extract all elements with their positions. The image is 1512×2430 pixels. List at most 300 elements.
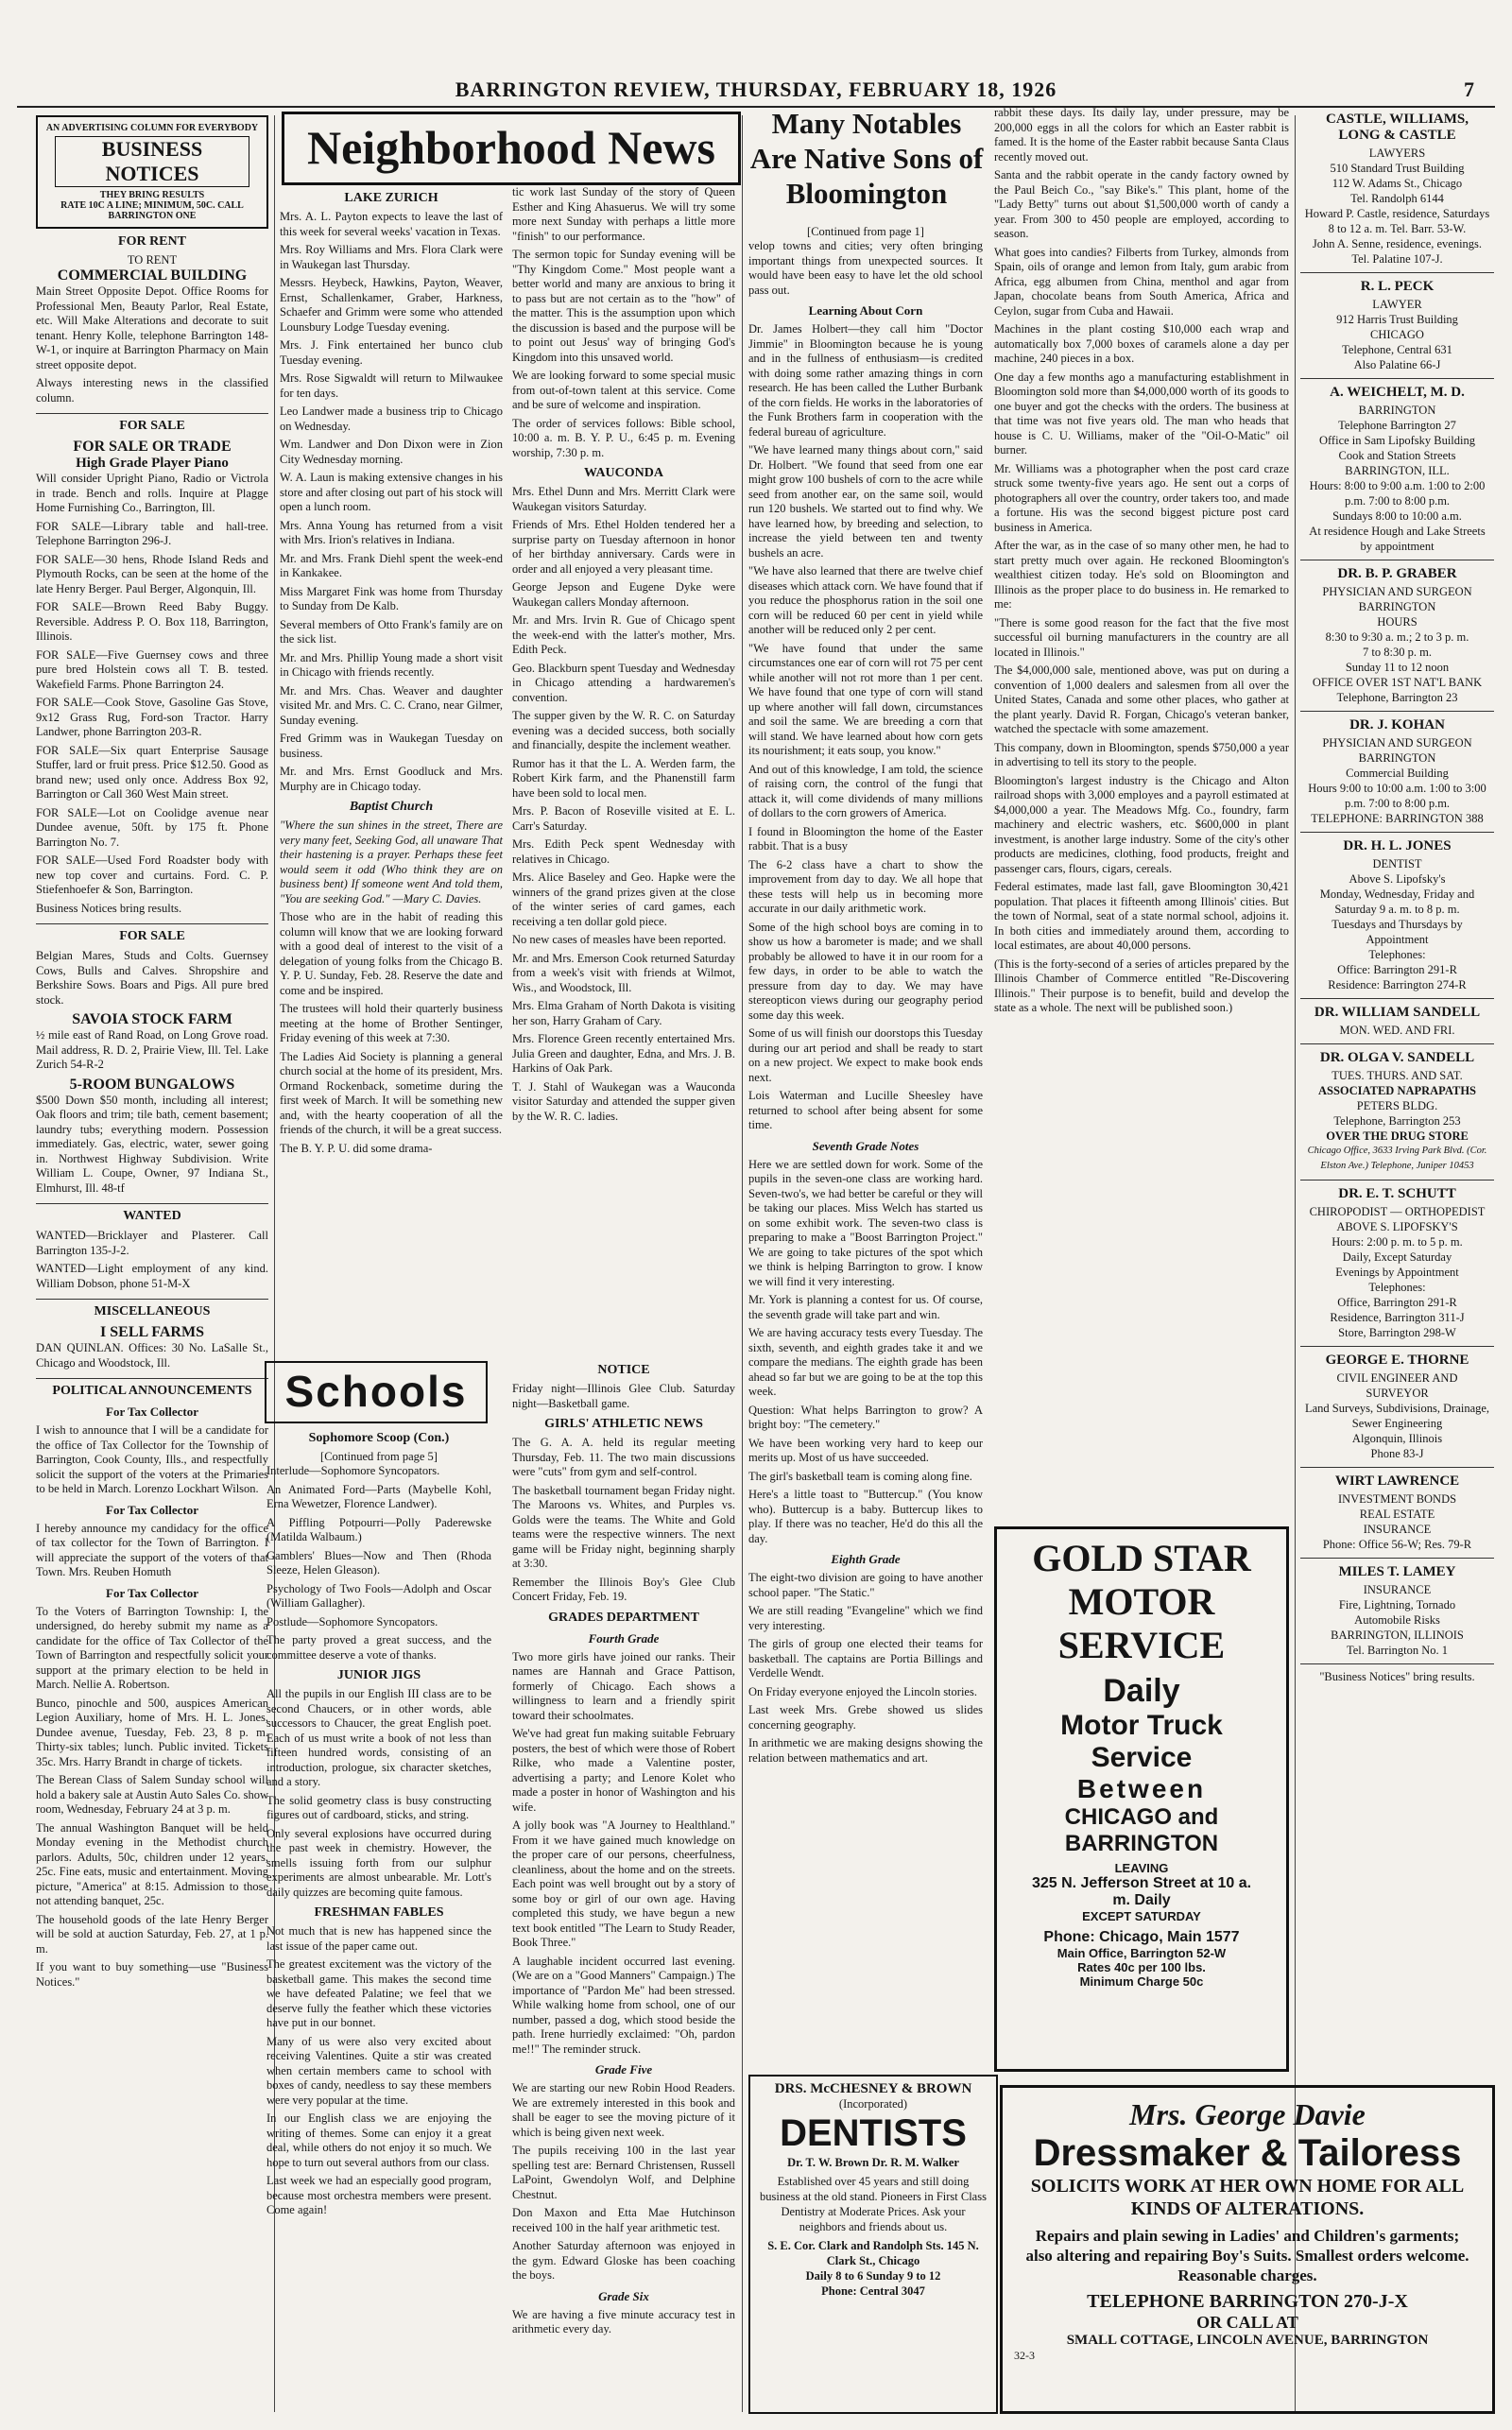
news-item: Rumor has it that the L. A. Werden farm, the Robert Kirk farm, and the Phanenstill farm have been sold to local men. <box>512 756 735 800</box>
news-item: We are looking forward to some special music from out-of-town talent at this service. Come and be sure of welcome and inspiration. <box>512 369 735 411</box>
directory-line: Daily, Except Saturday <box>1342 1250 1452 1264</box>
directory-footer: "Business Notices" bring results. <box>1300 1663 1494 1690</box>
classified-ad: FOR SALE—Brown Reed Baby Buggy. Reversible. Address P. O. Box 118, Barrington, Illinois. <box>36 600 268 643</box>
news-item: Lois Waterman and Lucille Sheesley have returned to school after being absent for some time. <box>748 1089 983 1131</box>
dressmaker-phone: TELEPHONE BARRINGTON 270-J-X <box>1087 2291 1408 2312</box>
gold-star-mts: Motor Truck Service <box>1060 1710 1223 1773</box>
directory-card <box>1300 1467 1494 1558</box>
box-line: THEY BRING RESULTS <box>99 190 205 200</box>
gold-star-minimum: Minimum Charge 50c <box>1079 1974 1204 1989</box>
news-item: Mrs. Florence Green recently entertained Mrs. Julia Green and daughter, Edna, and Mrs. J. B. Harkins of Oak Park. <box>512 1032 735 1075</box>
gold-star-daily: Daily <box>1103 1673 1180 1709</box>
directory-line: Telephones: <box>1368 948 1426 961</box>
gold-star-except: EXCEPT SATURDAY <box>1082 1909 1201 1923</box>
continued-note: [Continued from page 1] <box>807 225 924 238</box>
directory-line: REAL ESTATE <box>1359 1508 1435 1521</box>
schools-masthead <box>265 1361 488 1423</box>
news-item: Mrs. Anna Young has returned from a visit with Mrs. Irion's relatives in Indiana. <box>280 518 503 546</box>
directory-line: Monday, Wednesday, Friday and Saturday 9 a. m. to 8 p. m. <box>1319 888 1475 916</box>
article-paragraph: Santa and the rabbit operate in the candy factory owned by the Paul Beich Co., "say Bike's." This plant, home of the "Lady Betty" turns out about $1,500,000 worth of candy a year. From 300 to 450 people are employed, according to season. <box>994 168 1289 240</box>
neighborhood-masthead <box>282 112 741 185</box>
news-item: The supper given by the W. R. C. on Saturday evening was a decided success, both socially and financially, despite the inclement weather. <box>512 709 735 751</box>
directory-line: 112 W. Adams St., Chicago <box>1332 177 1463 190</box>
directory-line: Tel. Randolph 6144 <box>1350 192 1444 205</box>
news-item: Mrs. A. L. Payton expects to leave the last of this week for several weeks' vacation in Texas. <box>280 210 503 238</box>
dentists-inc: (Incorporated) <box>838 2097 908 2111</box>
dressmaker-solicits: SOLICITS WORK AT HER OWN HOME FOR ALL KINDS OF ALTERATIONS. <box>1030 2176 1465 2219</box>
neighborhood-title: Neighborhood News <box>307 121 715 174</box>
directory-line: LAWYER <box>1372 298 1422 311</box>
directory-card <box>1300 106 1494 272</box>
classified-ad: FOR SALE—Cook Stove, Gasoline Gas Stove, 9x12 Grass Rug, Ford-son Tractor. Harry Landwer, phone Barrington 203-R. <box>36 696 268 738</box>
directory-line: Evenings by Appointment <box>1335 1266 1459 1279</box>
article-paragraph: I found in Bloomington the home of the Easter rabbit. That is a busy <box>748 824 983 853</box>
for-rent-heading: FOR RENT <box>118 234 186 249</box>
masthead <box>0 78 1512 110</box>
baptist-heading: Baptist Church <box>349 800 434 814</box>
news-item: A Piffling Potpourri—Polly Paderewske (Matilda Walbaum.) <box>266 1515 491 1543</box>
article-paragraph: "We have learned many things about corn," said Dr. Holbert. "We found that seed from one ear might grow 100 bushels of corn to the acre while seed from another ear, on the same soil, would run 120 bushels. We started out to find why. We have learned how, by breeding and selection, to increase the yield between ten and twenty bushels an acre. <box>748 443 983 560</box>
directory-line: Office in Sam Lipofsky Building <box>1318 434 1476 447</box>
news-item: The girls of group one elected their teams for basketball. The captains are Portia Billings and Verdelle Wendt. <box>748 1637 983 1680</box>
classified-ad: FOR SALE—30 hens, Rhode Island Reds and Plymouth Rocks, can be seen at the home of the late Henry Berger. Paul Berger, Algonquin, Ill. <box>36 552 268 595</box>
news-item: Here we are settled down for work. Some of the pupils in the seven-one class are working hard. Seven-two's, we had better be careful or they will be taking our places. Miss Welch has started us on some exhibit work. The seven-two class is preparing to make a "Boost Barrington Project." We are going to take pictures of the spot which we think is helping Barrington to grow. I know we will find it very interesting. <box>748 1157 983 1288</box>
article-paragraph: "There is some good reason for the fact that the five most successful oil burning manufacturers in the country are all located in Illinois." <box>994 615 1289 659</box>
dressmaker-code: 32-3 <box>1014 2349 1035 2362</box>
news-item: Many of us were also very excited about receiving Valentines. Quite a stir was created when certain members came to school with boxes of candy, needless to say these members were very popular at the time. <box>266 2034 491 2107</box>
directory-card <box>1300 832 1494 998</box>
news-item: Friday night—Illinois Glee Club. Saturday night—Basketball game. <box>512 1382 735 1410</box>
directory-card <box>1300 560 1494 711</box>
directory-card <box>1300 1558 1494 1663</box>
scoop-heading: Sophomore Scoop (Con.) <box>308 1431 450 1445</box>
notables-column-b <box>994 106 1289 1514</box>
savoia-heading: SAVOIA STOCK FARM <box>72 1011 232 1027</box>
directory-line: TUES. THURS. AND SAT. <box>1332 1069 1463 1082</box>
news-item: The G. A. A. held its regular meeting Thursday, Feb. 11. The two main discussions were "cuts" from gym and self-control. <box>512 1436 735 1478</box>
news-item: Psychology of Two Fools—Adolph and Oscar (William Gallagher). <box>266 1581 491 1610</box>
directory-line: INVESTMENT BONDS <box>1337 1492 1457 1506</box>
dentists-address: S. E. Cor. Clark and Randolph Sts. 145 N. Clark St., Chicago <box>767 2239 979 2267</box>
column-rule <box>742 115 743 2412</box>
tax-heading: For Tax Collector <box>106 1585 198 1600</box>
directory-line: Algonquin, Illinois <box>1351 1432 1443 1445</box>
ad-text: Will consider Upright Piano, Radio or Victrola in trade. Bench and rolls. Inquire at Plagge Home Furnishing Co., Barrington, Ill. <box>36 472 268 514</box>
directory-line: Tel. Barrington No. 1 <box>1346 1644 1449 1657</box>
directory-line: Tuesdays and Thursdays by Appointment <box>1332 918 1463 946</box>
news-item: Mrs. Roy Williams and Mrs. Flora Clark were in Waukegan last Thursday. <box>280 243 503 271</box>
directory-line: PETERS BLDG. <box>1356 1099 1438 1112</box>
directory-name: DR. WILLIAM SANDELL <box>1314 1005 1481 1020</box>
news-item: Two more girls have joined our ranks. Their names are Hannah and Grace Pattison, formerly of Chicago. Each shows a willingness to learn and a friendly spirit toward their schoolmates. <box>512 1649 735 1722</box>
directory-line: Commercial Building <box>1346 767 1449 780</box>
news-item: Friends of Mrs. Ethel Holden tendered her a surprise party on Tuesday afternoon in honor of her birthday anniversary. Cards were in order and all enjoyed a very pleasant time. <box>512 518 735 576</box>
wauconda-heading: WAUCONDA <box>584 466 663 480</box>
notables-title: Many Notables Are Native Sons of Bloomington <box>749 107 984 210</box>
directory-line: 510 Standard Trust Building <box>1330 162 1465 175</box>
news-item: An Animated Ford—Parts (Maybelle Kohl, Erna Wewetzer, Florence Landwer). <box>266 1482 491 1510</box>
news-item: Interlude—Sophomore Syncopators. <box>266 1464 440 1477</box>
schools-title: Schools <box>284 1367 468 1416</box>
news-item: The Ladies Aid Society is planning a general church social at the home of its president, Mrs. Ormand Rockenback, sometime during the first week of March. It will be something new and, with the hearty cooperation of all the friends of the church, it will be a great success. <box>280 1049 503 1136</box>
classified-ad: FOR SALE—Five Guernsey cows and three pure bred Holstein cows all T. B. tested. Wakefield Farms. Phone Barrington 24. <box>36 647 268 691</box>
news-item: On Friday everyone enjoyed the Lincoln stories. <box>748 1684 977 1698</box>
page-number: 7 <box>1464 78 1474 101</box>
directory-column <box>1300 106 1494 2072</box>
news-item: Fred Grimm was in Waukegan Tuesday on business. <box>280 732 503 760</box>
article-paragraph: One day a few months ago a manufacturing establishment in Bloomington sold more than $4,000,000 worth of its goods to one buyer and got the checks with the orders. The business at that time was not five years old. The man who heads that house is C. U. Williams, maker of the "Oil-O-Matic" oil burner. <box>994 370 1289 457</box>
notice-item: Bunco, pinochle and 500, auspices American Legion Auxiliary, home of Mrs. H. L. Jones, Dundee avenue, Tuesday, Feb. 23, 8 p. m. Thirty-six tables; lunch. Public invited. Tickets 35c. Mrs. Harry Brandt in charge of tickets. <box>36 1696 268 1768</box>
article-paragraph: And out of this knowledge, I am told, the science of raising corn, the control of the fungi that attack it, will come dividends of many millions of dollars to the corn growers of America. <box>748 762 983 819</box>
news-item: Last week Mrs. Grebe showed us slides concerning geography. <box>748 1703 983 1732</box>
news-item: We are having a five minute accuracy test in arithmetic every day. <box>512 2307 735 2335</box>
news-item: Mr. York is planning a contest for us. Of course, the seventh grade will take part and win. <box>748 1293 983 1321</box>
directory-line: Telephone, Barrington 253 <box>1333 1114 1461 1128</box>
directory-line: Phone: Office 56-W; Res. 79-R <box>1322 1538 1472 1551</box>
article-paragraph: Dr. James Holbert—they call him "Doctor Jimmie" in Bloomington because he is young and in the fullness of enthusiasm—is credited with doing some rather amazing things in corn research. He has been called the Luther Burbank of the corn fields. He works in the laboratories of the Funk Brothers farm in cooperation with the federal bureau of agriculture. <box>748 322 983 439</box>
news-item: All the pupils in our English III class are to be second Chaucers, or in other words, able successors to Chaucer, the great English poet. Each of us must write a book of not less than fifteen hundred words, consisting of an introduction, prologue, six character sketches, and a story. <box>266 1687 491 1788</box>
news-item: No new cases of measles have been reported. <box>512 933 727 946</box>
dressmaker-ad <box>1000 2085 1495 2414</box>
gold-star-address: 325 N. Jefferson Street at 10 a. m. Daily <box>1031 1875 1252 1908</box>
gold-star-office: Main Office, Barrington 52-W <box>1057 1946 1227 1960</box>
directory-line: INSURANCE <box>1363 1583 1432 1596</box>
news-item: Question: What helps Barrington to grow? A bright boy: "The cemetery." <box>748 1403 983 1431</box>
classified-ad: FOR SALE—Six quart Enterprise Sausage Stuffer, lard or fruit press. Price $12.50. Good as brand new; used only once. Address Box 92, Barrington or Call 360 West Main street. <box>36 743 268 801</box>
directory-line: Sunday 11 to 12 noon <box>1345 661 1450 674</box>
news-item: The basketball tournament began Friday night. The Maroons vs. Whites, and Purples vs. Golds were the teams. The White and Gold teams were the respective winners. The next game will be Friday night, beginning sharply at 3:30. <box>512 1483 735 1570</box>
schools-column-a <box>266 1425 491 2408</box>
directory-line: Residence: Barrington 274-R <box>1328 978 1467 991</box>
directory-line: 912 Harris Trust Building <box>1336 313 1458 326</box>
directory-line: Telephone, Central 631 <box>1342 343 1452 356</box>
directory-card <box>1300 1043 1494 1180</box>
directory-card <box>1300 272 1494 378</box>
directory-line: OFFICE OVER 1ST NAT'L BANK <box>1312 676 1483 689</box>
box-title: BUSINESS NOTICES <box>55 136 249 187</box>
classified-ad: WANTED—Bricklayer and Plasterer. Call Barrington 135-J-2. <box>36 1229 268 1257</box>
tax-heading: For Tax Collector <box>106 1405 198 1419</box>
news-item: Postlude—Sophomore Syncopators. <box>266 1614 438 1629</box>
directory-name: CASTLE, WILLIAMS, LONG & CASTLE <box>1325 112 1469 143</box>
directory-line: MON. WED. AND FRI. <box>1339 1024 1455 1037</box>
directory-line: 7 to 8:30 p. m. <box>1363 646 1432 659</box>
neighborhood-column-b <box>512 185 735 1348</box>
farms-heading: I SELL FARMS <box>100 1324 204 1340</box>
classified-ad: FOR SALE—Library table and hall-tree. Telephone Barrington 296-J. <box>36 519 268 547</box>
directory-line: Phone 83-J <box>1370 1447 1424 1460</box>
news-item: T. J. Stahl of Waukegan was a Wauconda visitor Saturday and attended the supper given by the W. R. C. ladies. <box>512 1079 735 1123</box>
ad-text: To the Voters of Barrington Township: I, the undersigned, do hereby submit my name as a candidate for the office of Tax Collector of the Town of Barrington and respectfully solicit your support at the primary election to be held in March. Nellie A. Robertson. <box>36 1604 268 1691</box>
directory-line: Office, Barrington 291-R <box>1337 1296 1457 1309</box>
directory-name: R. L. PECK <box>1360 279 1435 294</box>
directory-line: Hours: 2:00 p. m. to 5 p. m. <box>1332 1235 1463 1249</box>
lake-zurich-heading: LAKE ZURICH <box>344 191 438 205</box>
notice-heading: NOTICE <box>597 1363 650 1377</box>
directory-line: Cook and Station Streets <box>1338 449 1456 462</box>
freshman-heading: FRESHMAN FABLES <box>314 1905 444 1920</box>
notables-column-a <box>748 225 983 1765</box>
article-paragraph: "We have also learned that there are twelve chief diseases which attack corn. We have found that if you reduce the phosphorus ration in the soil one corn will be reduced 60 per cent in yield while another will be reduced only 2 per cent. <box>748 564 983 636</box>
news-item: The eight-two division are going to have another school paper. "The Static." <box>748 1571 983 1599</box>
directory-line: Howard P. Castle, residence, Saturdays 8 to 12 a. m. Tel. Barr. 53-W. <box>1304 207 1490 235</box>
notables-masthead <box>748 106 985 217</box>
dentists-text: Established over 45 years and still doing business at the old stand. Pioneers in First Class Dentistry at Moderate Prices. Ask your neighbors and friends about us. <box>760 2175 987 2233</box>
news-item: We are starting our new Robin Hood Readers. We are extremely interested in this book and shall be eager to see the moving picture of it which is being given next week. <box>512 2081 735 2139</box>
ad-text: Main Street Opposite Depot. Office Rooms for Professional Men, Beauty Parlor, Real Estate, etc. Will Make Alterations and decorate to suit tenant. Henry Kolle, telephone Barrington 148-W-1, or inquire at Barrington Pharmacy on Main street opposite depot. <box>36 284 268 371</box>
directory-line: ABOVE S. LIPOFSKY'S <box>1336 1220 1458 1233</box>
poem: "Where the sun shines in the street, There are very many feet, Seeking God, all unaware That their hastening is a prayer. Perhaps these feet would seem it odd (Who think they are on business bent) If someone went And told them, "You are seeking God." —Mary C. Davies. <box>280 819 503 905</box>
directory-name: DR. E. T. SCHUTT <box>1338 1186 1456 1201</box>
to-rent-heading: TO RENT <box>127 253 178 267</box>
news-item: Wm. Landwer and Don Dixon were in Zion City Wednesday morning. <box>280 438 503 466</box>
directory-name: DR. OLGA V. SANDELL <box>1319 1050 1475 1065</box>
masthead-title: BARRINGTON REVIEW, THURSDAY, FEBRUARY 18, 1926 <box>455 78 1057 101</box>
news-item: Some of the high school boys are coming in to show us how a barometer is made; and we shall probably be allowed to have it in our room for a few days, in order to be able to watch the pressure from day to day. We may have stereopticon views during our geography period some day this week. <box>748 920 983 1022</box>
classified-ad: FOR SALE—Lot on Coolidge avenue near Dundee avenue, 50ft. by 175 ft. Phone Barrington No. 7. <box>36 805 268 849</box>
directory-line: Hours 9:00 to 10:00 a.m. 1:00 to 3:00 p.m. 7:00 to 8:00 p.m. <box>1308 782 1486 810</box>
directory-line: OVER THE DRUG STORE <box>1326 1129 1469 1143</box>
fourth-grade-heading: Fourth Grade <box>588 1630 660 1646</box>
news-item: The party proved a great success, and the committee deserve a vote of thanks. <box>266 1633 491 1662</box>
for-sale-trade-heading: FOR SALE OR TRADE <box>73 439 232 455</box>
article-paragraph: Mr. Williams was a photographer when the post card craze struck some twenty-five years ago. He sent out a corps of photographers all over the country, order takers too, and made a fortune. His was the second biggest picture post card business in America. <box>994 461 1289 534</box>
news-item: Mrs. Elma Graham of North Dakota is visiting her son, Harry Graham of Cary. <box>512 999 735 1027</box>
directory-line: Office: Barrington 291-R <box>1337 963 1457 976</box>
notice-item: The annual Washington Banquet will be held Monday evening in the Methodist church parlors. Adults, 50c, children under 12 years, 25c. Fine eats, music and entertainment. Moving picture, "America" at 8:15. Admission to those not attending banquet, 25c. <box>36 1820 268 1907</box>
classified-column <box>36 115 268 2421</box>
article-paragraph: What goes into candies? Filberts from Turkey, almonds from Spain, oils of orange and lemon from Italy, gum arabic from Africa, egg albumen from China, menthol and agar from Japan, chocolate beans from South America, Africa and Ceylon, sugar from Cuba and Hawaii. <box>994 245 1289 318</box>
for-sale-heading: FOR SALE <box>36 923 268 944</box>
schools-column-b <box>512 1357 735 2408</box>
dressmaker-address: SMALL COTTAGE, LINCOLN AVENUE, BARRINGTON <box>1066 2333 1429 2348</box>
news-item: W. A. Laun is making extensive changes in his store and after closing out part of his stock will open a lunch room. <box>280 471 503 513</box>
news-item: George Jepson and Eugene Dyke were Waukegan callers Monday afternoon. <box>512 580 735 609</box>
news-item: In arithmetic we are making designs showing the relation between mathematics and art. <box>748 1736 983 1765</box>
directory-name: DR. J. KOHAN <box>1349 717 1445 732</box>
directory-line: CHIROPODIST — ORTHOPEDIST <box>1309 1205 1486 1218</box>
directory-line: TELEPHONE: BARRINGTON 388 <box>1311 812 1484 825</box>
article-paragraph: Federal estimates, made last fall, gave Bloomington 30,421 population. That places it fifteenth among Illinois' cities. But the town of Normal, seat of a state normal school, adjoins it. In both cities and immediately around them, according to local estimates, are about 40,000 persons. <box>994 880 1289 952</box>
gold-star-chicago: CHICAGO and <box>1064 1804 1219 1830</box>
article-paragraph: Machines in the plant costing $10,000 each wrap and automatically box 7,000 boxes of caramels alone a day per machine, 240 pieces in a box. <box>994 322 1289 365</box>
directory-card <box>1300 998 1494 1043</box>
news-item: We've had great fun making suitable February posters, the best of which were those of Robert Rilke, who made a Valentine poster, advertising a party; and Lenore Kolet who made a poster in honor of Washington and his wife. <box>512 1727 735 1814</box>
for-sale-heading: FOR SALE <box>36 413 268 434</box>
ad-text: DAN QUINLAN. Offices: 30 No. LaSalle St., Chicago and Woodstock, Ill. <box>36 1341 268 1370</box>
political-heading: POLITICAL ANNOUNCEMENTS <box>36 1378 268 1399</box>
ad-text: I wish to announce that I will be a candidate for the office of Tax Collector for the Township of Barrington, Cook County, Ills., and respectfully solicit the support of the voters at the Primaries to be held in March. Lorenzo Lockhart Wilson. <box>36 1423 268 1495</box>
article-paragraph: After the war, as in the case of so many other men, he had to start pretty much over again. He reckoned Bloomington's wealthiest citizen today. He's sold on Bloomington and Illinois as the proper place to do business in. He remarked to me: <box>994 539 1289 611</box>
directory-line: HOURS <box>1377 615 1418 629</box>
column-rule <box>1295 115 1296 2412</box>
article-paragraph: rabbit these days. Its daily lay, under pressure, may be 200,000 eggs in all the colors for which an Easter rabbit is famed. It is the home of the Easter rabbit because Santa Claus recently moved out. <box>994 106 1289 164</box>
directory-card <box>1300 378 1494 560</box>
notice-item: The Berean Class of Salem Sunday school will hold a bakery sale at Austin Auto Sales Co. show room, Wednesday, February 24 at 3 p. m. <box>36 1773 268 1816</box>
article-paragraph: This company, down in Bloomington, spends $750,000 a year in advertising to tell its story to the people. <box>994 740 1289 768</box>
box-line: AN ADVERTISING COLUMN FOR EVERYBODY <box>45 123 259 133</box>
dentists-hours: Daily 8 to 6 Sunday 9 to 12 <box>805 2269 941 2283</box>
grades-heading: GRADES DEPARTMENT <box>548 1610 699 1625</box>
directory-line: Telephones: <box>1368 1281 1426 1294</box>
news-item: Mr. and Mrs. Ernst Goodluck and Mrs. Murphy are in Chicago today. <box>280 765 503 793</box>
directory-line: CHICAGO <box>1370 328 1424 341</box>
directory-line: Automobile Risks <box>1354 1613 1440 1627</box>
news-item: Only several explosions have occurred during the past week in chemistry. However, the smells issuing forth from our sulphur experiments are almost unbearable. Mr. Lott's daily quizzes are becoming quite famous. <box>266 1826 491 1899</box>
news-item: The order of services follows: Bible school, 10:00 a. m. B. Y. P. U., 6:45 p. m. Evening worship, 7:30 p. m. <box>512 416 735 459</box>
junior-heading: JUNIOR JIGS <box>336 1668 421 1682</box>
directory-line: Fire, Lightning, Tornado <box>1338 1598 1456 1611</box>
wanted-heading: WANTED <box>36 1203 268 1224</box>
misc-heading: MISCELLANEOUS <box>36 1299 268 1319</box>
directory-line: John A. Senne, residence, evenings. Tel. Palatine 107-J. <box>1312 237 1483 266</box>
directory-line: Chicago Office, 3633 Irving Park Blvd. (Cor. Elston Ave.) Telephone, Juniper 10453 <box>1307 1146 1487 1171</box>
tax-heading: For Tax Collector <box>106 1502 198 1517</box>
news-item: The B. Y. P. U. did some drama- <box>280 1141 433 1155</box>
ad-text: I hereby announce my candidacy for the office of tax collector for the Town of Barrington. I will appreciate the support of the voters of that Town. Mrs. Reuben Homuth <box>36 1521 268 1578</box>
directory-line: Also Palatine 66-J <box>1353 358 1441 371</box>
gold-star-name: GOLD STAR <box>1032 1537 1251 1579</box>
gold-star-barrington: BARRINGTON <box>1064 1831 1219 1856</box>
news-item: In our English class we are enjoying the writing of themes. Some can enjoy it a great deal, while others do not enjoy it so much. We hope to turn out several authors from our class. <box>266 2111 491 2169</box>
news-item: The solid geometry class is busy constructing figures out of cardboard, sticks, and string. <box>266 1793 491 1821</box>
dressmaker-name: Mrs. George Davie <box>1129 2097 1366 2131</box>
article-paragraph: Bloomington's largest industry is the Chicago and Alton railroad shops with 3,000 employes and a payroll estimated at $4,000,000 a year. The Meadows Mfg. Co., foundry, farm machinery and electric washers, etc. $600,000 in plant investment, is another large industry. Some of the city's other products are medicines, clothing, food products, freight and passenger cars, flours, cigars, cereals. <box>994 773 1289 875</box>
news-item: Don Maxon and Etta Mae Hutchinson received 100 in the half year arithmetic test. <box>512 2206 735 2234</box>
news-item: Mr. and Mrs. Emerson Cook returned Saturday from a week's visit with friends at Wilmot, Wis., and Woodstock, Ill. <box>512 951 735 994</box>
news-item: Mrs. Alice Baseley and Geo. Hapke were the winners of the grand prizes given at the close of the winter series of card games, each receiving a ten dollar gold piece. <box>512 870 735 928</box>
directory-line: Telephone, Barrington 23 <box>1336 691 1458 704</box>
news-item: Some of us will finish our doorstops this Tuesday during our art period and shall be ready to start on a new project. We expect to make book ends next. <box>748 1026 983 1084</box>
directory-line: PHYSICIAN AND SURGEON <box>1322 736 1472 750</box>
news-item: Mr. and Mrs. Chas. Weaver and daughter visited Mr. and Mrs. C. C. Crano, near Gilmer, Sunday evening. <box>280 683 503 727</box>
news-item: We are having accuracy tests every Tuesday. The sixth, seventh, and eighth grades take it and we compare the medians. The eighth grade has been ahead so far but we are going to be at the top this week. <box>748 1326 983 1398</box>
news-item: Last week we had an especially good program, because most orchestra members were present. Come again! <box>266 2174 491 2216</box>
news-item: Mrs. Edith Peck spent Wednesday with relatives in Chicago. <box>512 837 735 866</box>
classified-ad: FOR SALE—Used Ford Roadster body with new top cover and curtains. Ford. C. P. Stiefenhoefer & Son, Barrington. <box>36 853 268 896</box>
directory-line: BARRINGTON, ILLINOIS <box>1331 1629 1464 1642</box>
dressmaker-text: Repairs and plain sewing in Ladies' and Children's garments; also altering and repairing Boy's Suits. Smallest orders welcome. Reasonable charges. <box>1025 2227 1469 2284</box>
directory-name: DR. B. P. GRABER <box>1337 566 1457 581</box>
directory-line: Hours: 8:00 to 9:00 a.m. 1:00 to 2:00 p.m. 7:00 to 8:00 p.m. <box>1309 479 1486 508</box>
athletic-heading: GIRLS' ATHLETIC NEWS <box>544 1417 703 1431</box>
article-paragraph: (This is the forty-second of a series of articles prepared by the Illinois Chamber of Commerce entitled "Re-Discovering Illinois." Their purpose is to benefit, build and develop the state as a whole. The next will be published soon.) <box>994 956 1289 1014</box>
dentists-phone: Phone: Central 3047 <box>821 2284 925 2298</box>
news-item: A jolly book was "A Journey to Healthland." From it we have gained much knowledge on the proper care of our persons, cheerfulness, cleanliness, about the home and on the streets. Each point was well brought out by a story of some boy or girl of our own age. Having completed this study, we have begun a new text book entitled "The Learn to Study Reader, Book Three." <box>512 1818 735 1949</box>
news-item: Another Saturday afternoon was enjoyed in the gym. Edward Gloske has been coaching the boys. <box>512 2239 735 2282</box>
news-item: Not much that is new has happened since the last issue of the paper came out. <box>266 1924 491 1953</box>
directory-line: ASSOCIATED NAPRAPATHS <box>1317 1084 1477 1097</box>
commercial-heading: COMMERCIAL BUILDING <box>57 267 248 284</box>
article-paragraph: The $4,000,000 sale, mentioned above, was put on during a convention of 1,000 dealers and salesmen from all over the United States, Canada and some other places, who gather at the plant yearly. David R. Forgan, Chicago's veteran banker, watched the spectacle with some amazement. <box>994 664 1289 735</box>
directory-line: Land Surveys, Subdivisions, Drainage, Sewer Engineering <box>1304 1402 1490 1430</box>
article-paragraph: velop towns and cities; very often bringing important things from unexpected sources. It would have been easy to have let the old school pass out. <box>748 239 983 297</box>
directory-line: BARRINGTON <box>1358 751 1436 765</box>
news-item: Messrs. Heybeck, Hawkins, Payton, Weaver, Ernst, Schallenkamer, Graber, Harkness, Schaefer and Grimm were some who attended Lounsbury Lodge Tuesday evening. <box>280 276 503 334</box>
classified-ad: WANTED—Light employment of any kind. William Dobson, phone 51-M-X <box>36 1262 268 1290</box>
directory-line: Sundays 8:00 to 10:00 a.m. <box>1332 509 1462 523</box>
gold-star-ad <box>994 1526 1289 2072</box>
dressmaker-title: Dressmaker & Tailoress <box>1033 2132 1462 2174</box>
news-item: Mr. and Mrs. Frank Diehl spent the week-end in Kankakee. <box>280 551 503 579</box>
notice-item: If you want to buy something—use "Business Notices." <box>36 1960 268 1989</box>
news-item: Here's a little toast to "Buttercup." (You know who). Buttercup is a baby. Buttercup likes to play. If there was no teacher, He'd do this all the day. <box>748 1488 983 1545</box>
news-item: Gamblers' Blues—Now and Then (Rhoda Sleeze, Helen Gleason). <box>266 1548 491 1577</box>
directory-card <box>1300 1346 1494 1467</box>
news-item: Remember the Illinois Boy's Glee Club Concert Friday, Feb. 19. <box>512 1575 735 1603</box>
news-item: Several members of Otto Frank's family are on the sick list. <box>280 617 503 646</box>
directory-line: BARRINGTON <box>1358 404 1436 417</box>
directory-name: A. WEICHELT, M. D. <box>1330 385 1465 400</box>
news-item: We are still reading "Evangeline" which we find very interesting. <box>748 1604 983 1632</box>
directory-line: Telephone Barrington 27 <box>1338 419 1456 432</box>
gold-star-between: Between <box>1076 1774 1207 1803</box>
news-item: The trustees will hold their quarterly business meeting at the home of Brother Sentinger, Friday evening of this week at 7:30. <box>280 1002 503 1044</box>
gold-star-leaving: LEAVING <box>1114 1861 1169 1875</box>
news-item: The greatest excitement was the victory of the basketball game. This makes the second time we have defeated Palatine; we feel that we deserve fully the feather which these victories have put in our bonnet. <box>266 1957 491 2029</box>
dentists-title: DENTISTS <box>780 2112 967 2154</box>
directory-line: CIVIL ENGINEER AND SURVEYOR <box>1336 1371 1458 1400</box>
directory-line: BARRINGTON <box>1358 600 1436 613</box>
news-item: Mrs. Rose Sigwaldt will return to Milwaukee for ten days. <box>280 371 503 400</box>
box-line: RATE 10C A LINE; MINIMUM, 50C. CALL BARRINGTON ONE <box>60 200 244 221</box>
ad-text: $500 Down $50 month, including all interest; Oak floors and trim; tile bath, cement basement; laundry tubs; everything modern. Possession immediately. Gas, electric, water, sewer going in. Northwest Highway Subdivision. Write William L. Coupe, Owner, 97 Indiana St., Elmhurst, Ill. 48-tf <box>36 1093 268 1195</box>
news-item: The 6-2 class have a chart to show the improvement from day to day. We all hope that these tests will help us in becoming more accurate in our daily arithmetic work. <box>748 857 983 915</box>
directory-card <box>1300 711 1494 832</box>
ad-text: ½ mile east of Rand Road, on Long Grove road. Mail address, R. D. 2, Prairie View, Ill. Tel. Lake Zurich 54-R-2 <box>36 1028 268 1071</box>
news-item: The pupils receiving 100 in the last year spelling test are: Bernard Christensen, Russell LaPoint, Gwendolyn Wolf, and Delphine Chestnut. <box>512 2144 735 2201</box>
directory-line: DENTIST <box>1372 857 1422 870</box>
bungalows-heading: 5-ROOM BUNGALOWS <box>69 1076 235 1093</box>
directory-name: DR. H. L. JONES <box>1343 838 1452 853</box>
player-piano-heading: High Grade Player Piano <box>76 456 229 471</box>
dentists-firm: DRS. McCHESNEY & BROWN <box>774 2081 972 2096</box>
article-paragraph: "We have found that under the same circumstances one ear of corn will rot 75 per cent while another will not rot more than 1 per cent. We have found that one type of corn will stand up where another will fall down, circumstances and soil the same. We are breeding a corn that will stand. We have learned about how corn gets its nourishment; it eats soup, you know." <box>748 641 983 757</box>
gold-star-rates: Rates 40c per 100 lbs. <box>1077 1960 1206 1974</box>
news-item: Mrs. Ethel Dunn and Mrs. Merritt Clark were Waukegan visitors Saturday. <box>512 485 735 513</box>
news-item: A laughable incident occurred last evening. (We are on a "Good Manners" Campaign.) The importance of "Pardon Me" had been stressed. While walking home from school, one of our number, passed a dog, which stood beside the path. Irene hurriedly exclaimed: "Oh, pardon me!!" The reminder struck. <box>512 1954 735 2056</box>
directory-line: Store, Barrington 298-W <box>1338 1326 1456 1339</box>
news-item: Mr. and Mrs. Irvin R. Gue of Chicago spent the week-end with the latter's mother, Mrs. Edith Peck. <box>512 613 735 656</box>
business-notices-box <box>36 115 268 229</box>
directory-line: Above S. Lipofsky's <box>1349 872 1446 886</box>
classified-ad: Business Notices bring results. <box>36 901 182 915</box>
news-item: tic work last Sunday of the story of Queen Esther and King Ahasuerus. We will try some more next Sunday with perhaps a little more "finish" to our performance. <box>512 185 735 243</box>
news-item: We have been working very hard to keep our merits up. Most of us have succeeded. <box>748 1436 983 1464</box>
dentists-names: Dr. T. W. Brown Dr. R. M. Walker <box>787 2156 959 2169</box>
directory-name: WIRT LAWRENCE <box>1334 1474 1460 1489</box>
eighth-grade-heading: Eighth Grade <box>831 1552 901 1566</box>
directory-name: MILES T. LAMEY <box>1338 1564 1456 1579</box>
directory-name: GEORGE E. THORNE <box>1325 1353 1469 1368</box>
ad-text: Belgian Mares, Studs and Colts. Guernsey Cows, Bulls and Calves. Shropshire and Berkshire Sows. Boars and Pigs. All pure bred stock. <box>36 949 268 1007</box>
gold-star-name: SERVICE <box>1057 1624 1226 1666</box>
ad-text: Always interesting news in the classified column. <box>36 376 268 405</box>
dentists-ad <box>748 2075 998 2414</box>
news-item: Geo. Blackburn spent Tuesday and Wednesday in Chicago attending a hardwaremen's convention. <box>512 661 735 704</box>
news-item: Mrs. P. Bacon of Roseville visited at E. L. Carr's Saturday. <box>512 804 735 833</box>
seventh-grade-heading: Seventh Grade Notes <box>812 1138 919 1153</box>
corn-heading: Learning About Corn <box>808 303 923 318</box>
news-item: Mr. and Mrs. Phillip Young made a short visit in Chicago with friends recently. <box>280 650 503 679</box>
news-item: Those who are in the habit of reading this column will know that we are looking forward with a good deal of interest to the visit of a delegation of young folks from the Chicago B. Y. P. U. Sunday, Feb. 28. Reserve the date and come and be inspired. <box>280 910 503 997</box>
notice-item: The household goods of the late Henry Berger will be sold at auction Saturday, Feb. 27, at 1 p. m. <box>36 1912 268 1956</box>
directory-line: INSURANCE <box>1363 1523 1432 1536</box>
gold-star-phone: Phone: Chicago, Main 1577 <box>1043 1929 1240 1945</box>
neighborhood-column-a <box>280 185 503 1348</box>
news-item: The sermon topic for Sunday evening will be "Thy Kingdom Come." Most people want a better world and many are anxious to bring it to pass but are not certain as to the "how" of the matter. This is the assumption upon which the discussion is based and the purpose will be to point out Jesus' way of bringing God's Kingdom into this unsaved world. <box>512 248 735 364</box>
gold-star-name: MOTOR <box>1068 1580 1215 1623</box>
